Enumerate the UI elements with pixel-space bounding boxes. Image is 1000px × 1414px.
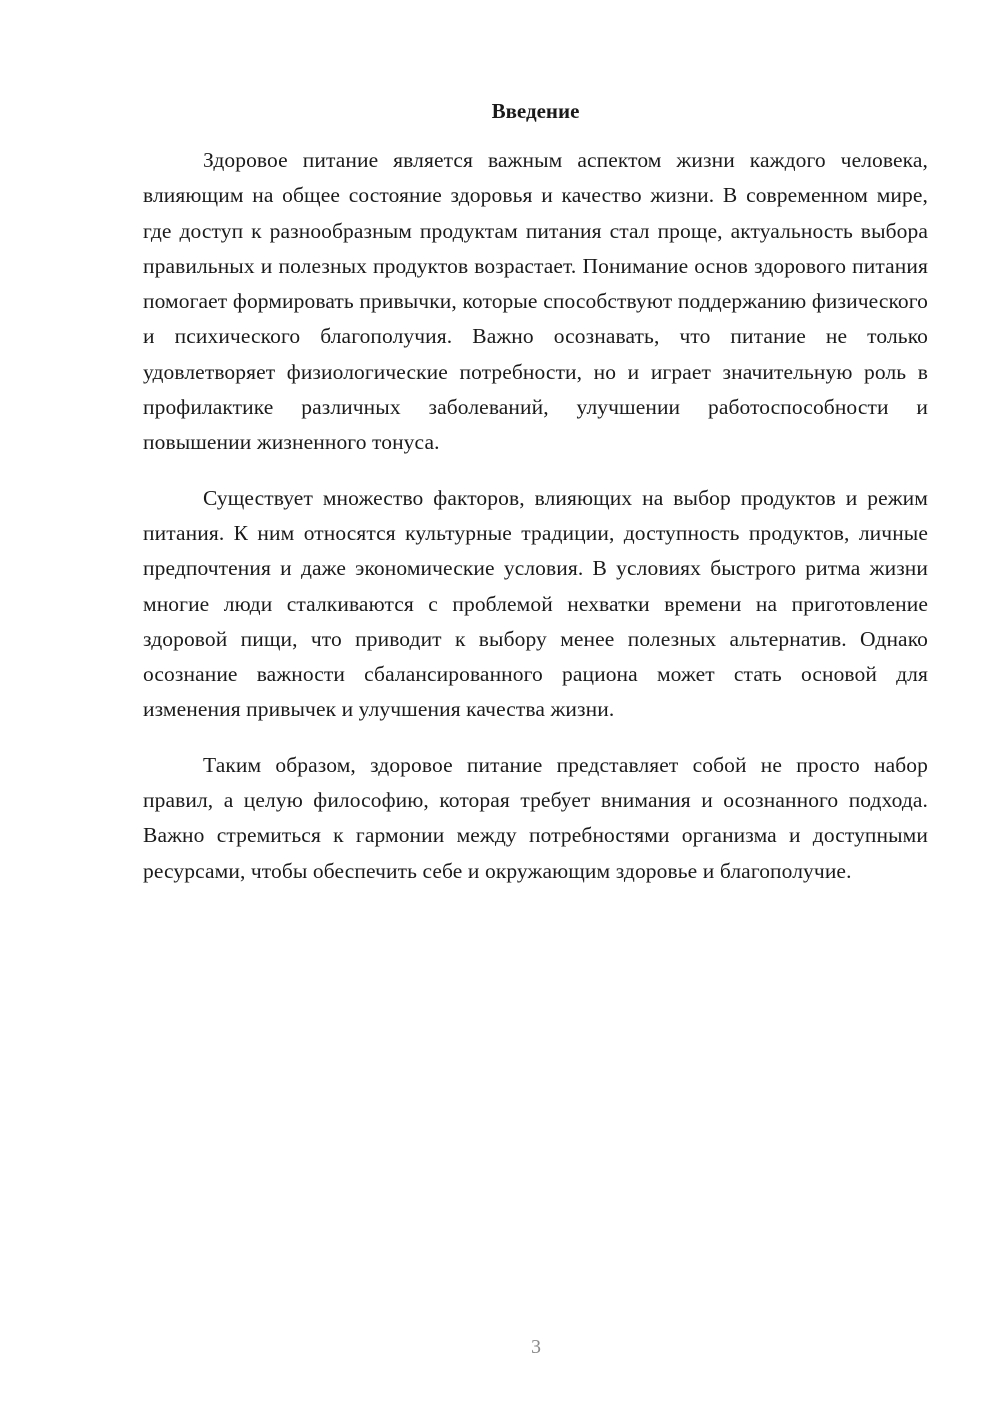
paragraph-3: Таким образом, здоровое питание представляет собой не просто набор правил, а целую философию, которая требует внимания и осознанного подхода. Важно стремиться к гармонии между потребностями организма и доступными ресурсами, чтобы обеспечить себе и окружающим здоровье и благополучие. [143,752,928,883]
paragraph-1: Здоровое питание является важным аспектом жизни каждого человека, влияющим на общее состояние здоровья и качество жизни. В современном мире, где доступ к разнообразным продуктам питания стал проще, актуальность выбора правильных и полезных продуктов возрастает. Понимание основ здорового питания помогает формировать привычки, которые способствуют поддержанию физического и психического благополучия. Важно осознавать, что питание не только удовлетворяет физиологические потребности, но и играет значительную роль в профилактике различных заболеваний, улучшении работоспособности и повышении жизненного тонуса. [143,148,928,455]
paragraph-2: Существует множество факторов, влияющих на выбор продуктов и режим питания. К ним относятся культурные традиции, доступность продуктов, личные предпочтения и даже экономические условия. В условиях быстрого ритма жизни многие люди сталкиваются с проблемой нехватки времени на приготовление здоровой пищи, что приводит к выбору менее полезных альтернатив. Однако осознание важности сбалансированного рациона может стать основой для изменения привычек и улучшения качества жизни. [143,485,928,722]
page-number: 3 [531,1336,541,1358]
section-heading: Введение [491,99,580,123]
page-content [143,94,928,889]
